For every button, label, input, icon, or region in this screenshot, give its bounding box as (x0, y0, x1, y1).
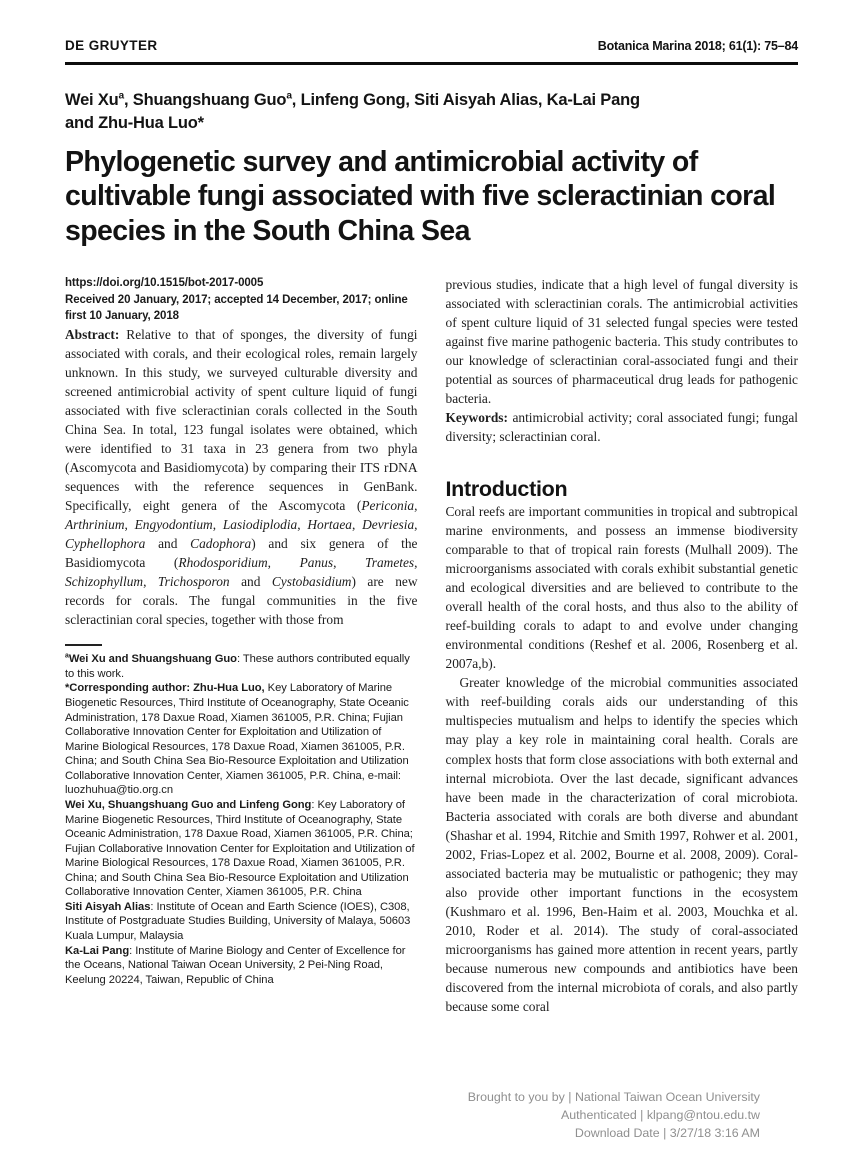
footer-provider-line: Brought to you by | National Taiwan Ocean University (467, 1090, 760, 1105)
keywords-paragraph: Keywords: antimicrobial activity; coral associated fungi; fungal diversity; scleractinian coral. (445, 410, 798, 445)
footnote-affiliation-pang: Ka-Lai Pang: Institute of Marine Biology and Center of Excellence for the Oceans, National Taiwan Ocean University, 2 Pei-Ning Road, Keelung 20224, Taiwan, Republic of China (65, 944, 406, 986)
publisher-name: DE GRUYTER (65, 38, 158, 53)
footnote-affiliation-alias: Siti Aisyah Alias: Institute of Ocean and Earth Science (IOES), C308, Institute of Postgraduate Studies Building, University of Malaya, 50603 Kuala Lumpur, Malaysia (65, 900, 411, 943)
footnote-divider (65, 644, 102, 646)
abstract-continuation: previous studies, indicate that a high level of fungal diversity is associated with scleractinian corals. The antimicrobial activities of spent culture liquid of 31 selected fungal species were tested against five marine pathogenic bacteria. This study contributes to our knowledge of scleractinian coral-associated fungi and their potential as sources of pharmaceutical drug leads for pathogenic bacteria. (445, 276, 798, 407)
right-column (446, 275, 799, 1016)
author-line-1: Wei Xu$^a$, Shuangshuang Guo$^a$, Linfeng Gong, Siti Aisyah Alias, Ka-Lai Pang (65, 90, 640, 109)
introduction-paragraph-1: Coral reefs are important communities in tropical and subtropical marine environments, and possess an immense biodiversity comparable to that of tropical rain forests (Mulhall 2009). The microorganisms associated with corals exhibit substantial genetic and ecological diversities and are believed to contribute to the overall health of the coral hosts, and thus also to the ability of reef-building corals to adapt to and evolve under changing environmental conditions (Reshef et al. 2006, Rosenberg et al. 2007a,b). (445, 504, 798, 672)
footer-download-date-line: Download Date | 3/27/18 3:16 AM (574, 1126, 760, 1141)
header-rule (65, 62, 798, 65)
section-heading-introduction: Introduction (445, 477, 568, 502)
article-history: Received 20 January, 2017; accepted 14 December, 2017; online first 10 January, 2018 (65, 293, 408, 323)
footnote-block (65, 652, 418, 987)
author-list (65, 89, 798, 135)
doi-block (65, 275, 418, 325)
author-line-2: and Zhu-Hua Luo* (65, 113, 204, 132)
provider-footer (468, 1089, 760, 1143)
footnote-affiliation-xu-guo-gong: Wei Xu, Shuangshuang Guo and Linfeng Gong: Key Laboratory of Marine Biogenetic Resources, Third Institute of Oceanography, State Oceanic Administration, 178 Daxue Road, Xiamen 361005, P.R. China; Fujian Collaborative Innovation Center for Exploitation and Utilization of Marine Biological Resources, 178 Daxue Road, Xiamen 361005, P.R. China; and South China Sea Bio-Resource Exploitation and Utilization Collaborative Innovation Center, Xiamen 361005, P.R. China (65, 798, 415, 899)
journal-citation: Botanica Marina 2018; 61(1): 75–84 (597, 39, 798, 53)
footnote-equal-contribution: $^a$Wei Xu and Shuangshuang Guo: These authors contributed equally to this work. (65, 652, 410, 680)
abstract-paragraph: Abstract: Relative to that of sponges, the diversity of fungi associated with corals, and their ecological roles, remain largely unknown. In this study, we surveyed culturable diversity and screened antimicrobial activity of spent culture liquid of fungi associated with five scleractinian corals collected in the South China Sea. In total, 123 fungal isolates were obtained, which were identified to 31 taxa in 23 genera from two phyla (Ascomycota and Basidiomycota) by comparing their ITS rDNA sequences with the reference sequences in GenBank. Specifically, eight genera of the Ascomycota (Periconia, Arthrinium, Engyodontium, Lasiodiplodia, Hortaea, Devriesia, Cyphellophora and Cadophora) and six genera of the Basidiomycota (Rhodosporidium, Panus, Trametes, Schizophyllum, Trichosporon and Cystobasidium) are new records for corals. The fungal communities in the five scleractinian coral species, together with those from (65, 326, 418, 628)
footnote-corresponding-author: *Corresponding author: Zhu-Hua Luo, Key Laboratory of Marine Biogenetic Resources, Third Institute of Oceanography, State Oceanic Administration, 178 Daxue Road, Xiamen 361005, P.R. China; Fujian Collaborative Innovation Center for Exploitation and Utilization of Marine Biological Resources, 178 Daxue Road, Xiamen 361005, P.R. China; and South China Sea Bio-Resource Exploitation and Utilization Collaborative Innovation Center, Xiamen 361005, P.R. China, e-mail: luozhuhua@tio.org.cn (65, 682, 409, 797)
doi-link[interactable]: https://doi.org/10.1515/bot-2017-0005 (65, 276, 264, 289)
introduction-paragraph-2: Greater knowledge of the microbial communities associated with reef-building corals aids our understanding of this multispecies mutualism and helps to identify the species which may play a key role in maintaining coral health. Corals are complex hosts that form close associations with both external and internal microbiota. Over the last decade, significant advances have been made in the characterization of coral microbiota. Bacteria associated with corals are both diverse and abundant (Shashar et al. 1994, Ritchie and Smith 1997, Rohwer et al. 2001, 2002, Frias-Lopez et al. 2002, Bourne et al. 2008, 2009). Coral-associated bacteria may be mutualistic or pathogenic; they may also provide other important functions in the ecosystem (Kushmaro et al. 1996, Ben-Haim et al. 2003, Mouchka et al. 2010, Roder et al. 2014). The study of coral-associated microorganisms has gained more attention in recent years, partly because numerous new compounds and antibiotics have been discovered from the internal microbiota of corals, and also partly because some coral (445, 675, 798, 1014)
article-title: Phylogenetic survey and antimicrobial activity of cultivable fungi associated with five scleractinian coral species in the South China Sea (65, 145, 776, 248)
footer-authenticated-line: Authenticated | klpang@ntou.edu.tw (560, 1108, 760, 1123)
page-header (65, 38, 798, 53)
left-column (65, 275, 418, 1016)
two-column-body (65, 275, 798, 1016)
